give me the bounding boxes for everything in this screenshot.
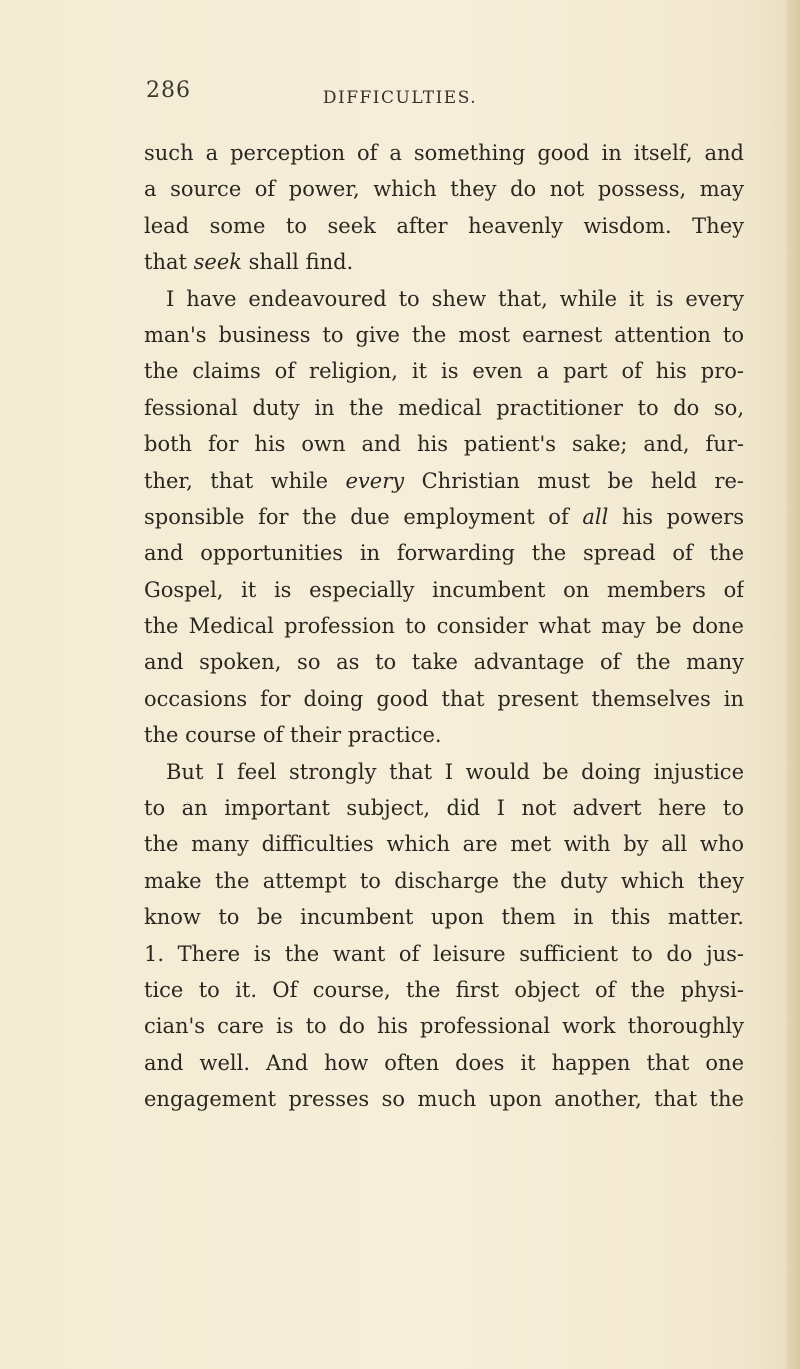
text-line [144, 644, 744, 680]
italic-word: all [582, 504, 609, 529]
text-segment: his powers [608, 504, 744, 529]
text-segment: But I feel strongly that I would be doing injustice [166, 759, 744, 784]
page-header [0, 78, 800, 118]
text-line [144, 426, 744, 462]
text-line [144, 826, 744, 862]
text-line [144, 572, 744, 608]
text-segment: the claims of religion, it is even a part of his pro- [144, 359, 744, 384]
text-line [144, 171, 744, 207]
text-segment: that [144, 250, 194, 275]
text-line [144, 1008, 744, 1044]
text-segment: such a perception of a something good in itself, and [144, 141, 744, 165]
text-line [144, 244, 744, 280]
text-line [144, 208, 744, 244]
text-line [144, 535, 744, 571]
text-segment: the Medical profession to consider what may be done [144, 614, 744, 639]
text-line [144, 863, 744, 899]
italic-word: every [345, 468, 405, 493]
text-segment: make the attempt to discharge the duty which they [144, 868, 744, 893]
text-line [144, 790, 744, 826]
body-text [144, 135, 744, 1118]
text-segment: and opportunities in forwarding the spread of the [144, 541, 744, 566]
page-number: 286 [146, 78, 191, 103]
text-segment: and spoken, so as to take advantage of the many [144, 650, 744, 675]
text-segment: a source of power, which they do not possess, may [144, 177, 744, 202]
text-line [144, 717, 744, 753]
text-line [144, 499, 744, 535]
text-line [144, 681, 744, 717]
text-segment: the course of their practice. [144, 723, 442, 748]
text-segment: both for his own and his patient's sake; and, fur- [144, 432, 744, 457]
text-segment: sponsible for the due employment of [144, 504, 583, 529]
text-segment: I have endeavoured to shew that, while it is every [166, 286, 744, 311]
text-segment: know to be incumbent upon them in this matter. [144, 905, 744, 930]
running-head: DIFFICULTIES. [322, 88, 478, 108]
italic-word: seek [193, 250, 242, 275]
text-line [144, 1081, 744, 1117]
text-segment: Christian must be held re- [404, 468, 744, 493]
text-line [144, 353, 744, 389]
text-line [144, 936, 744, 972]
text-line [144, 899, 744, 935]
text-segment: to an important subject, did I not advert here to [144, 796, 744, 821]
text-segment: occasions for doing good that present themselves in [144, 686, 744, 711]
text-line [144, 608, 744, 644]
text-segment: cian's care is to do his professional work thoroughly [144, 1014, 744, 1039]
text-line [144, 135, 744, 171]
text-line [144, 463, 744, 499]
text-line [144, 390, 744, 426]
text-segment: and well. And how often does it happen that one [144, 1050, 744, 1075]
text-segment: ther, that while [144, 468, 346, 493]
text-line [144, 317, 744, 353]
text-segment: tice to it. Of course, the first object of the physi- [144, 977, 744, 1002]
text-segment: lead some to seek after heavenly wisdom. They [144, 213, 744, 238]
page-edge-shadow [786, 0, 800, 1369]
text-segment: 1. There is the want of leisure sufficient to do jus- [144, 941, 744, 966]
text-segment: shall find. [241, 250, 354, 275]
text-line [144, 972, 744, 1008]
text-line [144, 754, 744, 790]
text-segment: man's business to give the most earnest attention to [144, 322, 744, 347]
text-segment: Gospel, it is especially incumbent on members of [144, 577, 744, 602]
text-segment: the many difficulties which are met with by all who [144, 832, 744, 857]
text-line [144, 281, 744, 317]
text-segment: fessional duty in the medical practitioner to do so, [144, 395, 744, 420]
text-line [144, 1045, 744, 1081]
text-segment: engagement presses so much upon another, that the [144, 1087, 744, 1112]
